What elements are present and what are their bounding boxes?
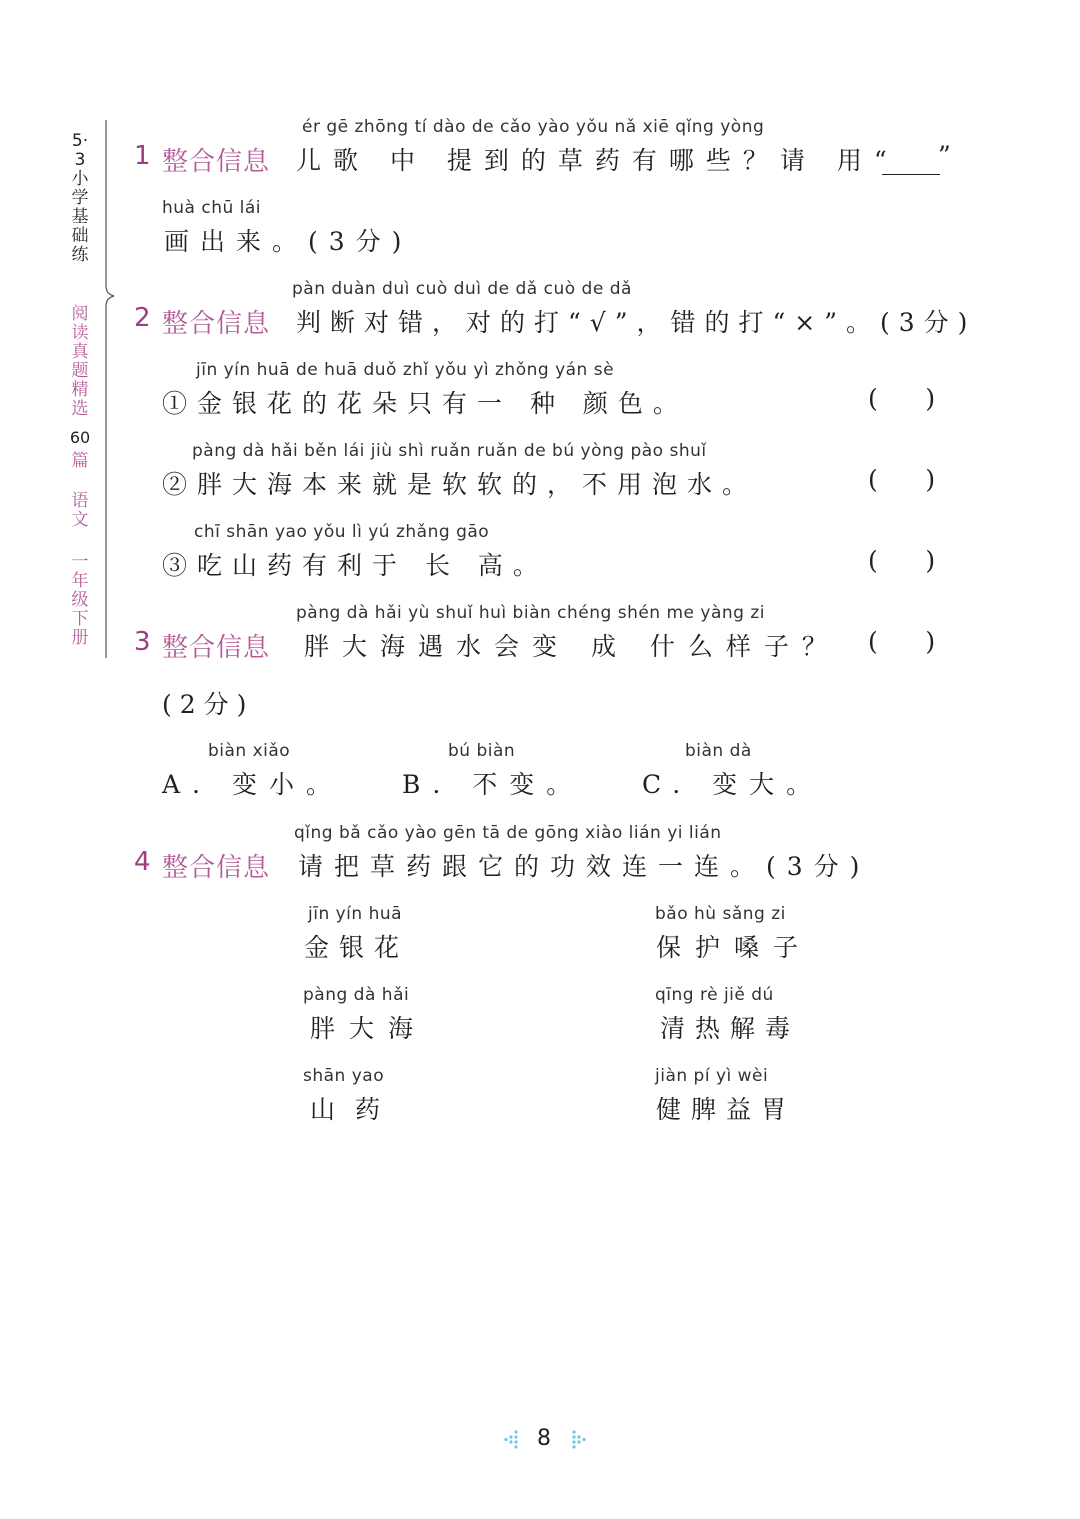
q1-text-line2: 画出来。(3分) [164, 227, 413, 256]
q4-right1-pinyin: bǎo hù sǎng zi [655, 904, 786, 924]
q3-option-a-pinyin: biàn xiǎo [208, 741, 291, 761]
series-title: 阅读真题精选 [71, 304, 89, 419]
q2-text: 判断对错，对的打“√”，错的打“×”。(3分) [296, 308, 977, 337]
right-dots-icon [570, 1428, 590, 1452]
left-dots-icon [500, 1428, 520, 1452]
q2-item1-pinyin: jīn yín huā de huā duǒ zhǐ yǒu yì zhǒng yán sè [196, 360, 615, 380]
q4-right3-pinyin: jiàn pí yì wèi [655, 1066, 769, 1086]
q4-effect-3[interactable]: 健脾益胃 [656, 1095, 797, 1124]
q2-item3-pinyin: chī shān yao yǒu lì yú zhǎng gāo [194, 522, 490, 542]
q3-tag: 整合信息 [162, 633, 271, 663]
subject-label: 语文 [71, 491, 89, 530]
sidebar-bracket [100, 118, 122, 658]
q4-text: 请把草药跟它的功效连一连。(3分) [298, 852, 871, 881]
q3-option-a[interactable]: A. 变小。 [162, 770, 343, 799]
q4-effect-1[interactable]: 保护嗓子 [656, 933, 813, 962]
q1-answer-blank[interactable] [882, 174, 940, 175]
q2-tag: 整合信息 [162, 309, 271, 339]
q4-herb-3[interactable]: 山药 [310, 1095, 401, 1124]
q4-left2-pinyin: pàng dà hǎi [303, 985, 410, 1005]
grade-label: 一年级下册 [71, 552, 89, 648]
q3-option-b[interactable]: B. 不变。 [402, 770, 584, 799]
q2-item3-answer[interactable]: ( ) [868, 546, 936, 575]
q4-pinyin: qǐng bǎ cǎo yào gēn tā de gōng xiào lián yi lián [294, 823, 722, 843]
q4-left3-pinyin: shān yao [303, 1066, 385, 1086]
q3-option-c-pinyin: biàn dà [685, 741, 752, 761]
q1-pinyin-line2: huà chū lái [162, 198, 262, 218]
q1-pinyin-line1: ér gē zhōng tí dào de cǎo yào yǒu nǎ xiē qǐng yòng [302, 117, 765, 137]
q3-answer[interactable]: ( ) [868, 627, 936, 656]
q1-close-quote: ” [938, 141, 951, 170]
series-count: 60 [69, 428, 91, 447]
page-number: 8 [537, 1426, 551, 1451]
q2-number: 2 [134, 303, 151, 333]
q3-number: 3 [134, 627, 151, 657]
q2-item1-text: ①金银花的花朵只有一 种 颜色。 [162, 389, 688, 418]
q4-tag: 整合信息 [162, 853, 271, 883]
q3-score: (2分) [162, 690, 255, 719]
q3-option-c[interactable]: C. 变大。 [642, 770, 824, 799]
q4-herb-2[interactable]: 胖大海 [310, 1014, 428, 1043]
q2-item3-text: ③吃山药有利于 长 高。 [162, 551, 548, 580]
q4-right2-pinyin: qīng rè jiě dú [655, 985, 774, 1005]
q3-pinyin: pàng dà hǎi yù shuǐ huì biàn chéng shén me yàng zi [296, 603, 766, 623]
q1-number: 1 [134, 141, 151, 171]
q1-text-line1: 儿歌 中 提到的草药有哪些？请 用“ [296, 146, 899, 175]
series-unit: 篇 [71, 451, 89, 471]
q4-effect-2[interactable]: 清热解毒 [660, 1014, 801, 1043]
q2-item2-answer[interactable]: ( ) [868, 465, 936, 494]
book-brand: 5·3小学基础练 [71, 131, 89, 265]
q4-herb-1[interactable]: 金银花 [304, 933, 410, 962]
q4-left1-pinyin: jīn yín huā [308, 904, 403, 924]
q2-item2-pinyin: pàng dà hǎi běn lái jiù shì ruǎn ruǎn de bú yòng pào shuǐ [192, 441, 707, 461]
q3-option-b-pinyin: bú biàn [448, 741, 516, 761]
q2-item2-text: ②胖大海本来就是软软的，不用泡水。 [162, 470, 758, 499]
q1-tag: 整合信息 [162, 147, 271, 177]
q2-item1-answer[interactable]: ( ) [868, 384, 936, 413]
q2-pinyin: pàn duàn duì cuò duì de dǎ cuò de dǎ [292, 279, 632, 299]
q4-number: 4 [134, 847, 151, 877]
q3-text: 胖大海遇水会变 成 什么样子？ [304, 632, 840, 661]
